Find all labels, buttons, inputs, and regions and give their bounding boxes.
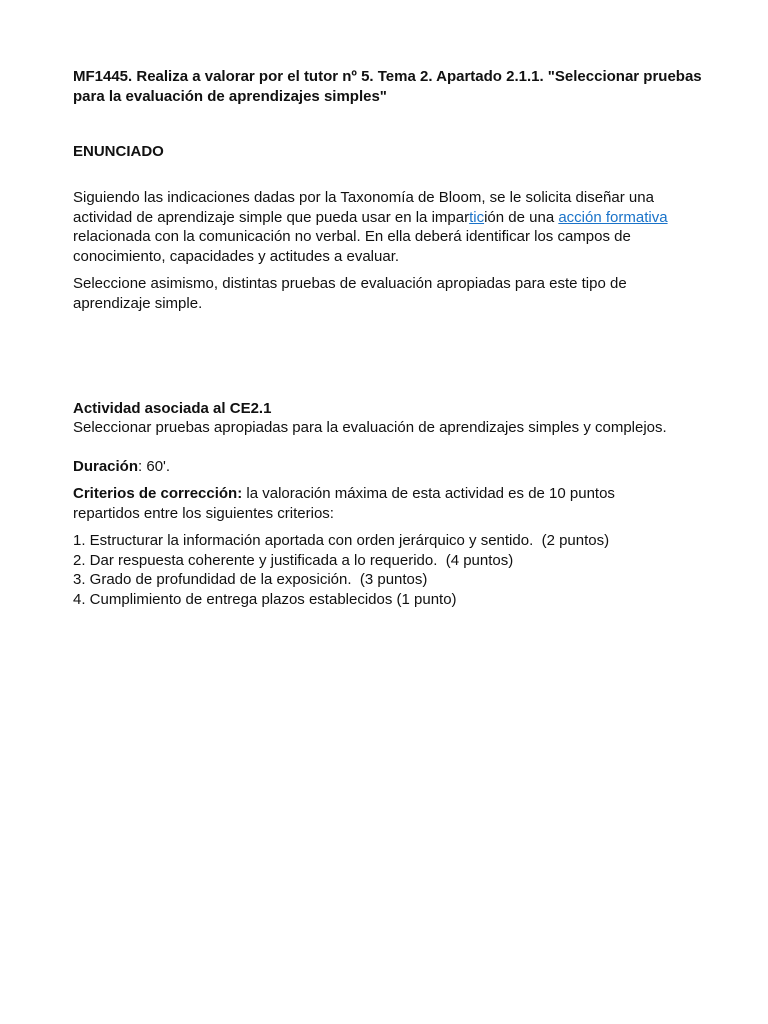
criteria-list bbox=[73, 531, 609, 609]
duration-label: Duración bbox=[73, 458, 139, 475]
paragraph-text: ión de una bbox=[484, 208, 559, 226]
paragraph-text: relacionada con la comunicación no verbal. En ella deberá identificar los campos de conocimiento, capacidades y actitudes a evaluar. bbox=[73, 228, 631, 265]
activity-description: Seleccionar pruebas apropiadas para la evaluación de aprendizajes simples y complejos. bbox=[73, 419, 667, 436]
criteria-paragraph bbox=[73, 484, 673, 523]
criteria-item: 4. Cumplimiento de entrega plazos establecidos (1 punto) bbox=[73, 590, 457, 608]
criteria-label: Criterios de corrección: bbox=[73, 485, 243, 502]
criteria-item: 2. Dar respuesta coherente y justificada a lo requerido. (4 puntos) bbox=[73, 551, 514, 569]
evaluation-paragraph: Seleccione asimismo, distintas pruebas de evaluación apropiadas para este tipo de aprendizaje simple. bbox=[73, 275, 627, 312]
duration-line bbox=[73, 457, 170, 477]
criteria-text: la valoración máxima de esta actividad es de 10 puntos repartidos entre los siguientes criterios: bbox=[73, 485, 615, 522]
paragraph-text: Siguiendo las indicaciones dadas por la Taxonomía de Bloom, se le solicita diseñar una actividad de aprendizaje simple que pueda usar en la impar bbox=[73, 189, 654, 226]
accion-formativa-link[interactable]: acción formativa bbox=[558, 208, 668, 226]
criteria-item: 1. Estructurar la información aportada con orden jerárquico y sentido. (2 puntos) bbox=[73, 532, 610, 549]
document-title: MF1445. Realiza a valorar por el tutor nº 5. Tema 2. Apartado 2.1.1. "Seleccionar pruebas para la evaluación de aprendizajes simples" bbox=[73, 68, 702, 105]
criteria-item: 3. Grado de profundidad de la exposición. (3 puntos) bbox=[73, 571, 428, 588]
tic-link[interactable]: tic bbox=[469, 208, 485, 226]
activity-title: Actividad asociada al CE2.1 bbox=[73, 400, 272, 417]
section-heading: ENUNCIADO bbox=[73, 143, 164, 160]
duration-value: : 60'. bbox=[138, 458, 171, 475]
instruction-paragraph bbox=[73, 188, 688, 266]
document-page bbox=[73, 67, 703, 608]
